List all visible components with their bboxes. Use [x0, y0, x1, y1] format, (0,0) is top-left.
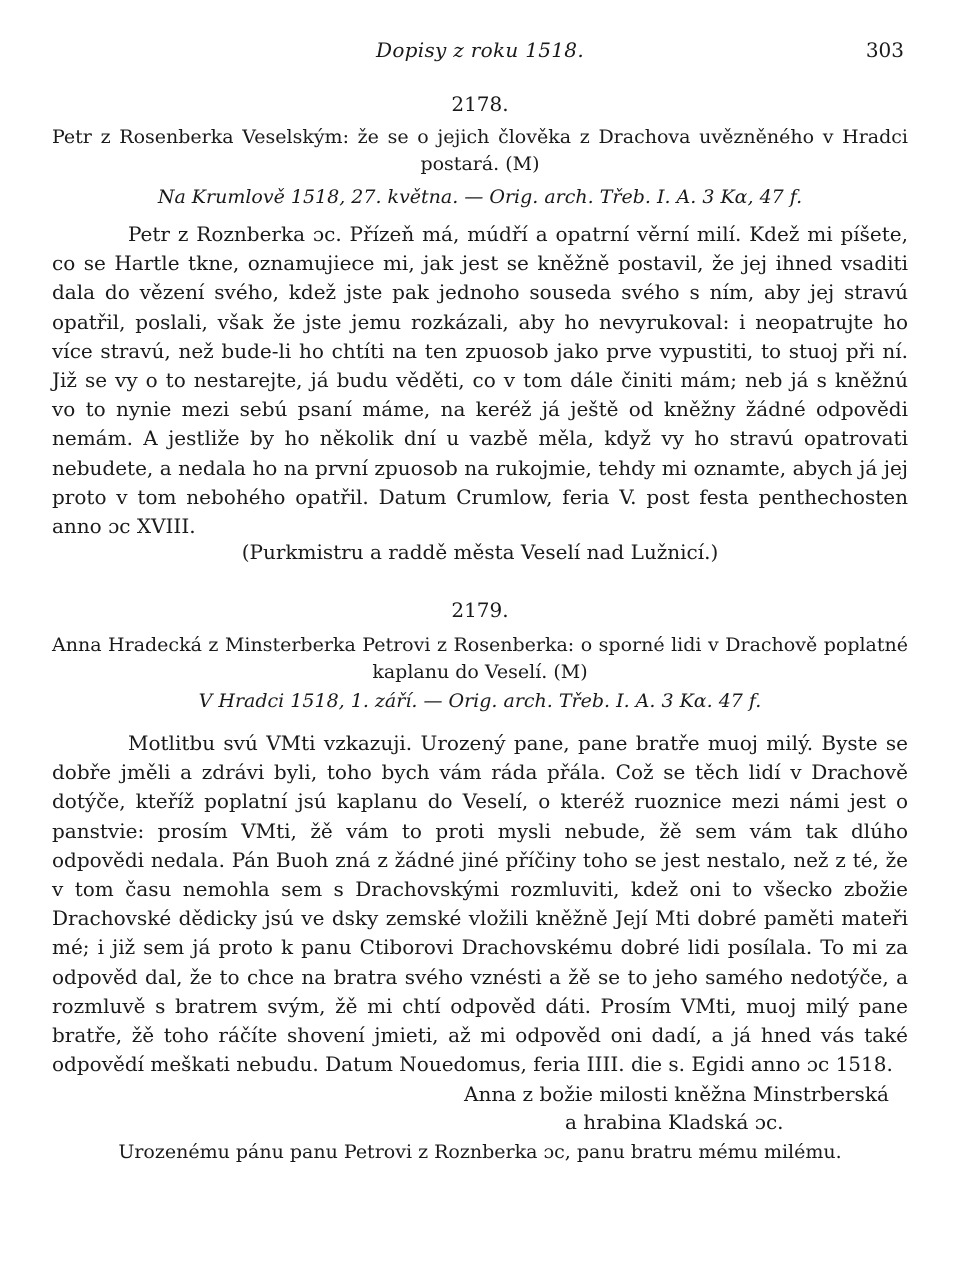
letter-address: (Purkmistru a raddě města Veselí nad Lužnicí.)	[241, 540, 719, 564]
letter-source: V Hradci 1518, 1. září. — Orig. arch. Třeb. I. A. 3 Kα. 47 f.	[198, 690, 762, 712]
signature-line: a hrabina Kladská ɔc.	[565, 1110, 784, 1134]
letter-body: Petr z Roznberka ɔc. Přízeň má, múdří a opatrní věrní milí. Kdež mi píšete, co se Hartle tkne, oznamujiece mi, jak jest se kněžně postavil, že jej ihned vsaditi dala do vězení svého, kdež jste pak jednoho souseda svého s ním, aby jej stravú opatřil, poslali, však že jste jemu rozkázali, aby ho nevyrukoval: i neopatrujte ho více stravú, než bude-li ho chtíti na ten zpuosob jako prve vypustiti, to stuoj při ní. Již se vy o to nestarejte, já budu věděti, co v tom dále činiti mám; neb já s kněžnú vo to nynie mezi sebú psaní máme, na keréž já ještě od kněžny žádné odpovědi nemám. A jestliže by ho několik dní u vazbě měla, když vy ho stravú opatrovati nebudete, a nedala ho na první zpuosob na rukojmie, tehdy mi oznamte, abych já jej proto v tom nebohého opatřil. Datum Crumlow, feria V. post festa penthechosten anno ɔc XVIII.	[52, 222, 908, 539]
running-head	[0, 38, 960, 68]
letter-regest: Anna Hradecká z Minsterberka Petrovi z Rosenberka: o sporné lidi v Drachově poplatné kaplanu do Veselí. (M)	[52, 634, 908, 683]
letter-body: Motlitbu svú VMti vzkazuji. Urozený pane, pane bratře muoj milý. Byste se dobře jměli a zdrávi byli, toho bych vám ráda přála. Což se těch lidí v Drachově dotýče, kteříž poplatní jsú kaplanu do Veselí, o kteréž ruoznice mezi námi jest o panstvie: prosím VMti, žě vám to proti mysli nebude, žě sem vám tak dlúho odpovědi nedala. Pán Buoh zná z žádné jiné příčiny toho se jest nestalo, než z té, že v tom času nemohla sem s Drachovskými rozmluviti, kdež oni to všecko zbožie Drachovské dědicky jsú ve dsky zemské vložili kněžně Její Mti dobré paměti mateři mé; i již sem já proto k panu Ctiborovi Drachovskému dobré lidi posílala. To mi za odpověd dal, že to chce na bratra svého vznésti a žě se to jeho samého nedotýče, a rozmluvě s bratrem svým, žě mi chtí odpověd dáti. Prosím VMti, muoj milý pane bratře, žě toho ráčíte shovení jmieti, až mi odpověd oni dadí, a já hned vás také odpovědí meškati nebudu. Datum Nouedomus, feria IIII. die s. Egidi anno ɔc 1518.	[52, 731, 908, 1077]
letter-regest: Petr z Rosenberka Veselským: že se o jejich člověka z Drachova uvězněného v Hradci postará. (M)	[52, 126, 908, 175]
letter-number: 2179.	[451, 598, 509, 622]
letter-number: 2178.	[451, 92, 509, 116]
signature-line: Anna z božie milosti kněžna Minstrberská	[464, 1082, 889, 1106]
letter-address: Urozenému pánu panu Petrovi z Roznberka ɔc, panu bratru mému milému.	[118, 1141, 842, 1163]
running-title: Dopisy z roku 1518.	[375, 38, 584, 62]
letter-source: Na Krumlově 1518, 27. května. — Orig. arch. Třeb. I. A. 3 Kα, 47 f.	[157, 186, 803, 208]
page-number: 303	[865, 38, 904, 62]
